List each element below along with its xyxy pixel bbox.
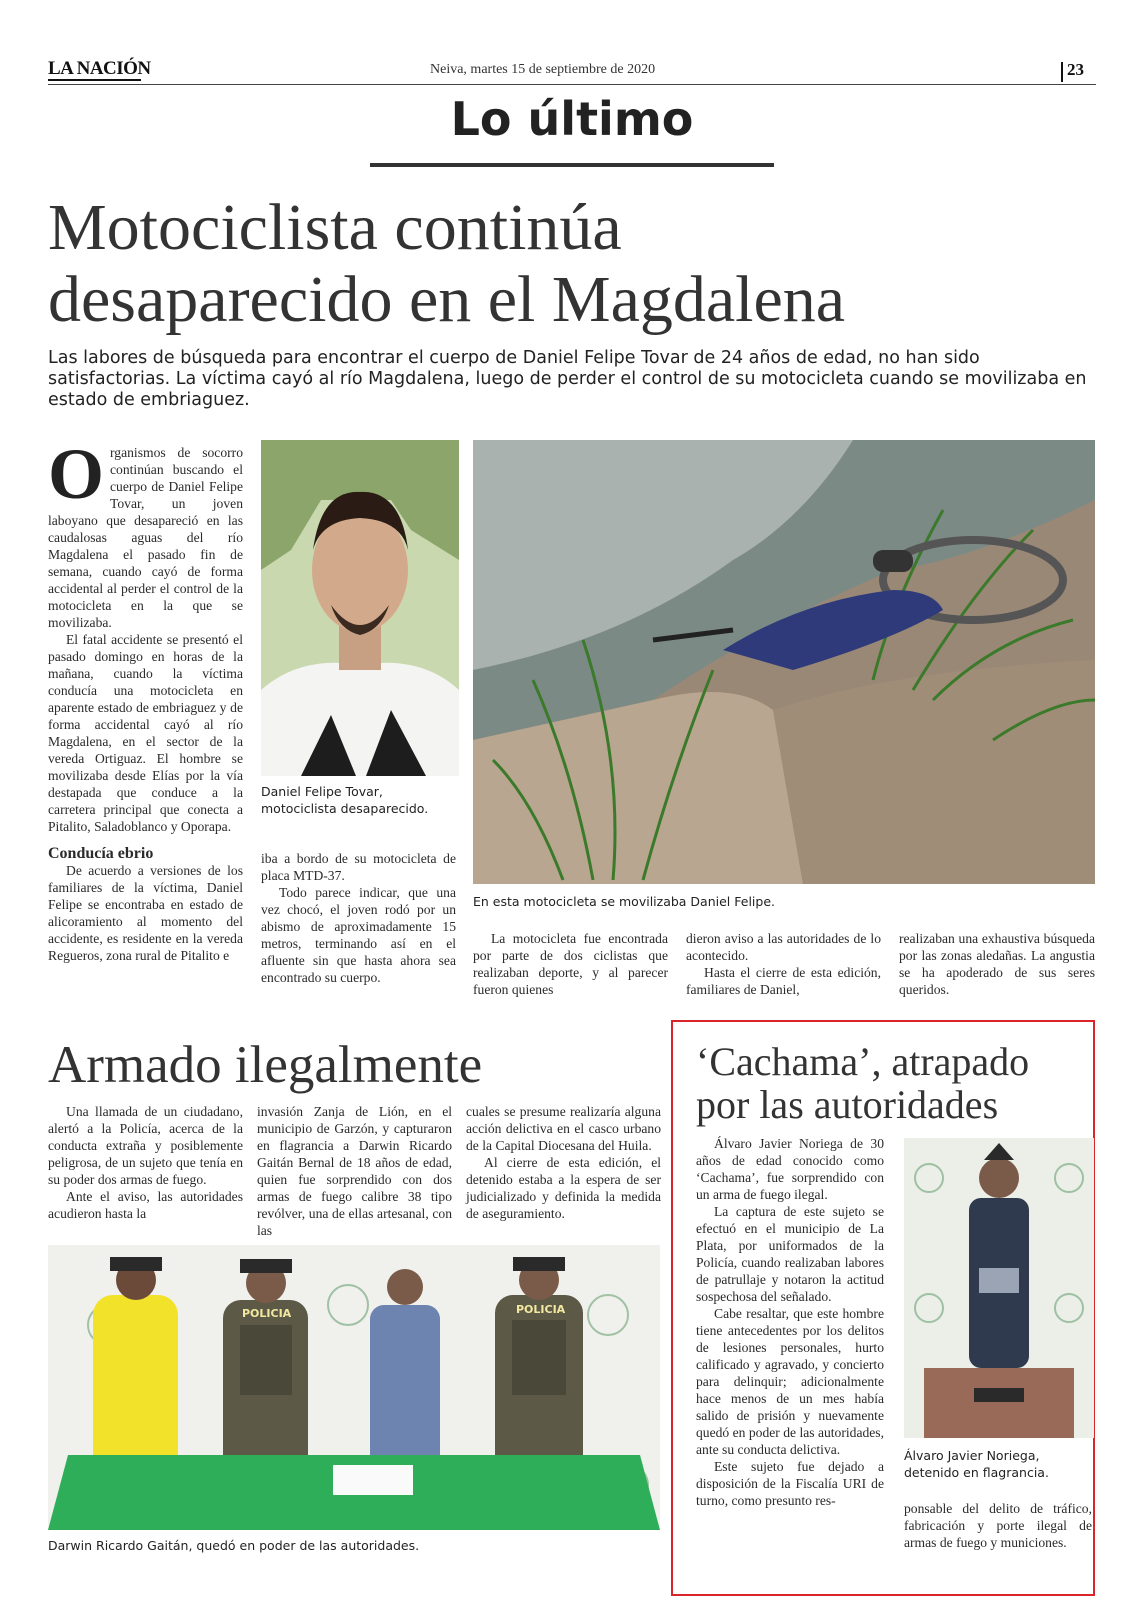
dropcap: O xyxy=(48,434,105,514)
story1-col4-p1: dieron aviso a las autoridades de lo acontecido. xyxy=(686,931,881,963)
story1-col5-p1: realizaban una exhaustiva búsqueda por las zonas aledañas. La angustia se ha apoderado de sus seres queridos. xyxy=(899,931,1095,997)
story3-col2-p1: ponsable del delito de tráfico, fabricación y porte ilegal de armas de fuego y municiones. xyxy=(904,1501,1092,1550)
section-title: Lo último xyxy=(450,92,694,146)
motorcycle-caption: En esta motocicleta se movilizaba Daniel Felipe. xyxy=(473,894,775,909)
police-group-photo xyxy=(48,1245,660,1530)
story1-column-2 xyxy=(261,850,456,986)
story2-column-2 xyxy=(257,1103,452,1239)
story1-column-5 xyxy=(899,930,1095,998)
story1-col2-p2: Todo parece indicar, que una vez chocó, el joven rodó por un abismo de aproximadamente 15 metros, terminando así en el afluente sin que hasta ahora sea encontrado su cuerpo. xyxy=(261,885,456,985)
vest-label-1: POLICIA xyxy=(242,1307,292,1320)
masthead-rule xyxy=(48,84,1096,85)
story2-col3-p1: cuales se presume realizaría alguna acción delictiva en el casco urbano de la Capital Diocesana del Huila. xyxy=(466,1104,661,1153)
story3-headline-line2: por las autoridades xyxy=(696,1082,999,1127)
story3-headline-line1: ‘Cachama’, atrapado xyxy=(696,1039,1030,1084)
story3-column-1 xyxy=(696,1135,884,1509)
story1-col1-p1: rganismos de socorro continúan buscando el cuerpo de Daniel Felipe Tovar, un joven laboyano que desapareció en las caudalosas aguas del río Magdalena el pasado fin de semana, cuando cayó de forma accidental al perder el control de la motocicleta en la que se movilizaba. xyxy=(48,445,243,630)
story1-subhead: Conducía ebrio xyxy=(48,845,154,862)
story3-col1-p4: Este sujeto fue dejado a disposición de la Fiscalía URI de turno, como presunto res- xyxy=(696,1459,884,1508)
section-title-rule xyxy=(370,163,774,167)
story3-column-2 xyxy=(904,1500,1092,1551)
story1-headline-line1: Motociclista continúa xyxy=(48,191,622,264)
story2-column-3 xyxy=(466,1103,661,1222)
story1-headline xyxy=(48,192,845,336)
story3-col1-p1: Álvaro Javier Noriega de 30 años de edad conocido como ‘Cachama’, fue sorprendido con un arma de fuego ilegal. xyxy=(696,1136,884,1202)
story2-caption: Darwin Ricardo Gaitán, quedó en poder de las autoridades. xyxy=(48,1538,420,1553)
story1-column-4 xyxy=(686,930,881,998)
masthead-underline xyxy=(48,79,141,81)
story3-caption: Álvaro Javier Noriega, detenido en flagrancia. xyxy=(904,1448,1049,1480)
portrait-illustration xyxy=(261,440,459,776)
story1-col2-p1: iba a bordo de su motocicleta de placa MTD-37. xyxy=(261,851,456,883)
story1-col1-p3: De acuerdo a versiones de los familiares de la víctima, Daniel Felipe se encontraba en estado de alicoramiento al momento del accidente, es residente en la vereda Regueros, zona rural de Pitalito e xyxy=(48,863,243,963)
story2-col1-p1: Una llamada de un ciudadano, alertó a la Policía, acerca de la conducta extraña y posiblemente peligrosa, de un sujeto que tenía en su poder dos armas de fuego. xyxy=(48,1104,243,1187)
story3-col1-p3: Cabe resaltar, que este hombre tiene antecedentes por los delitos de lesiones personales, hurto calificado y agravado, y concierto para delinquir; adicionalmente hace menos de un mes había salido de prisión y nuevamente quedó en poder de las autoridades, ante su conducta delictiva. xyxy=(696,1306,884,1457)
story1-column-3 xyxy=(473,930,668,998)
page-number-rule xyxy=(1061,62,1063,82)
police-group-illustration xyxy=(48,1245,660,1530)
story1-col1-p2: El fatal accidente se presentó el pasado domingo en horas de la mañana, cuando la víctima conducía una motocicleta en aparente estado de embriaguez y de forma accidental cayó al río Magdalena, en el sector de la vereda Ortiguaz. El hombre se movilizaba desde Elías por la vía destapada que conduce a la carretera principal que conecta a Pitalito, Saladoblanco y Oporapa. xyxy=(48,632,243,834)
story2-column-1 xyxy=(48,1103,243,1222)
page-number: 23 xyxy=(1067,60,1084,79)
suspect-illustration xyxy=(904,1138,1094,1438)
story1-headline-line2: desaparecido en el Magdalena xyxy=(48,263,846,336)
masthead-logo: LA NACIÓN xyxy=(48,58,151,79)
story3-col1-p2: La captura de este sujeto se efectuó en el municipio de La Plata, por uniformados de la Policía, cuando realizaban labores de patrullaje y notaron la actitud sospechosa del señalado. xyxy=(696,1204,884,1304)
story1-deck: Las labores de búsqueda para encontrar el cuerpo de Daniel Felipe Tovar de 24 años de edad, no han sido satisfactorias. La víctima cayó al río Magdalena, luego de perder el control de su motocicleta cuando se movilizaba en estado de embriaguez. xyxy=(48,348,1087,410)
story1-col3-p1: La motocicleta fue encontrada por parte de dos ciclistas que realizaban deporte, y al parecer fueron quienes xyxy=(473,931,668,997)
suspect-photo xyxy=(904,1138,1094,1438)
story2-headline: Armado ilegalmente xyxy=(48,1036,483,1094)
portrait-photo xyxy=(261,440,459,776)
story2-col1-p2: Ante el aviso, las autoridades acudieron hasta la xyxy=(48,1189,243,1221)
story2-col2-p1: invasión Zanja de Lión, en el municipio de Garzón, y capturaron en flagrancia a Darwin Ricardo Gaitán Bernal de 18 años de edad, quien fue sorprendido con dos armas de fuego calibre 38 tipo revólver, una de ellas artesanal, con las xyxy=(257,1104,452,1238)
story1-col4-p2: Hasta el cierre de esta edición, familiares de Daniel, xyxy=(686,965,881,997)
motorcycle-illustration xyxy=(473,440,1095,884)
story3-headline xyxy=(696,1040,1029,1126)
portrait-caption: Daniel Felipe Tovar, motociclista desaparecido. xyxy=(261,784,429,816)
motorcycle-photo xyxy=(473,440,1095,884)
story1-column-1 xyxy=(48,434,243,964)
date-line: Neiva, martes 15 de septiembre de 2020 xyxy=(430,62,656,77)
story2-col3-p2: Al cierre de esta edición, el detenido estaba a la espera de ser judicializado y definida la medida de aseguramiento. xyxy=(466,1155,661,1221)
vest-label-2: POLICIA xyxy=(516,1303,566,1316)
